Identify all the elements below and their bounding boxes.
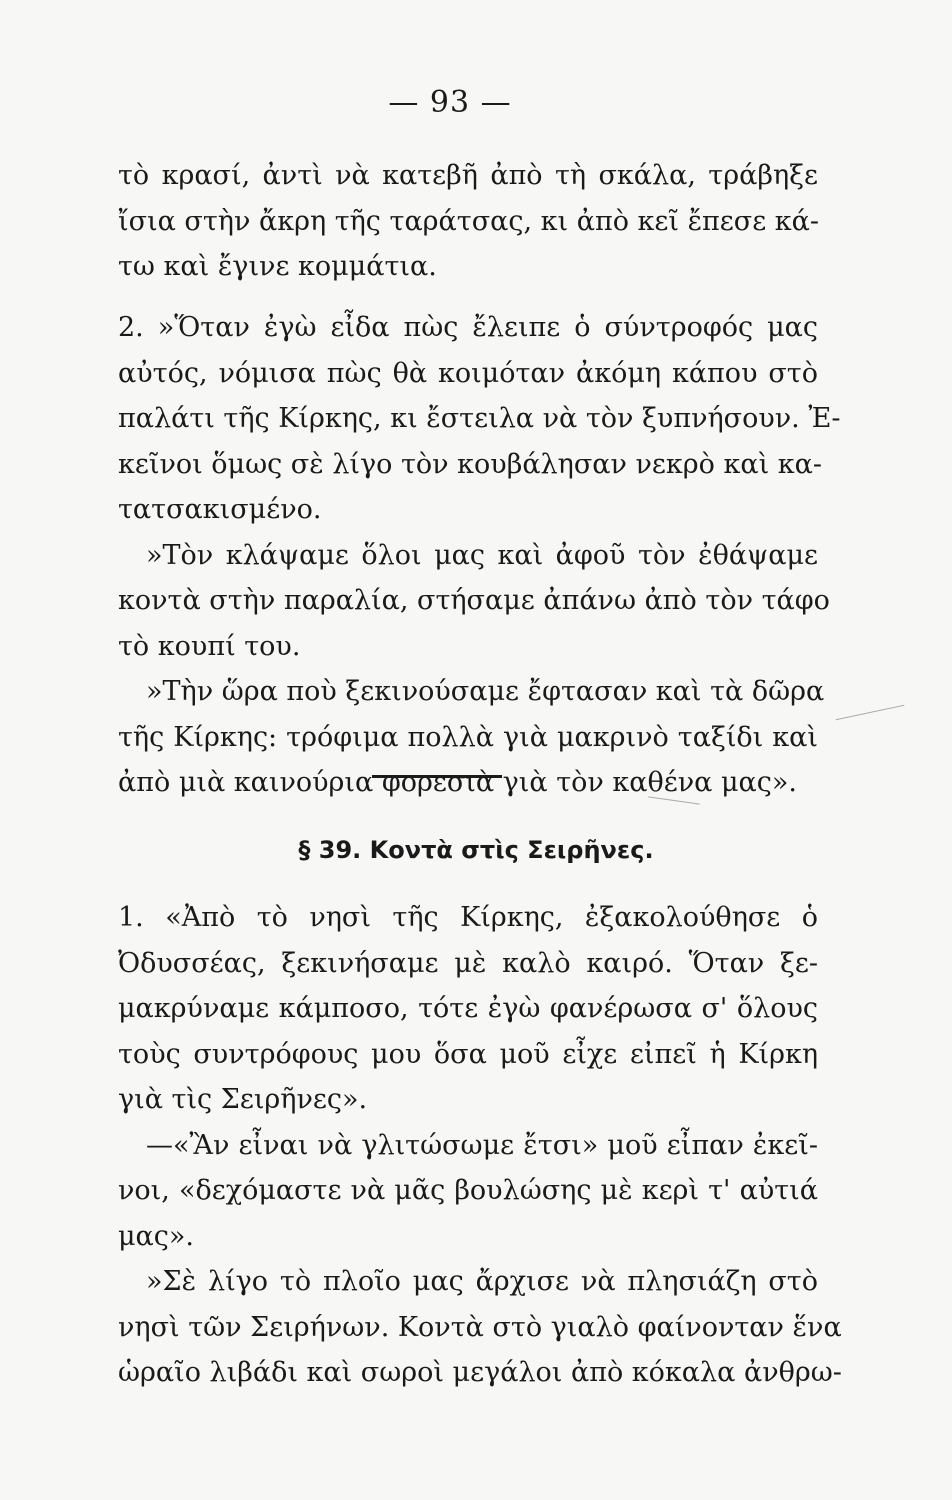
text-line: 2. »Ὅταν ἐγὼ εἶδα πὼς ἔλειπε ὁ σύντροφός μας (118, 312, 818, 343)
text-line: »Τὴν ὥρα ποὺ ξεκινούσαμε ἔφτασαν καὶ τὰ δῶρα (146, 676, 825, 707)
paragraph-sirens (118, 895, 842, 1396)
text-line: μακρύναμε κάμποσο, τότε ἐγὼ φανέρωσα σ' ὅλους (118, 993, 818, 1024)
text-line: μας». (118, 1220, 195, 1252)
text-line: —«Ἂν εἶναι νὰ γλιτώσωμε ἔτσι» μοῦ εἶπαν ἐκεῖ- (146, 1129, 818, 1161)
text-line: τω καὶ ἔγινε κομμάτια. (118, 251, 437, 282)
text-line: 1. «Ἀπὸ τὸ νησὶ τῆς Κίρκης, ἐξακολούθησε ὁ (118, 902, 818, 933)
text-line: »Τὸν κλάψαμε ὅλοι μας καὶ ἀφοῦ τὸν ἐθάψαμε (146, 539, 818, 571)
text-line: ὡραῖο λιβάδι καὶ σωροὶ μεγάλοι ἀπὸ κόκαλα ἀνθρω- (118, 1357, 842, 1388)
text-line: τῆς Κίρκης: τρόφιμα πολλὰ γιὰ μακρινὸ ταξίδι καὶ (118, 721, 818, 753)
text-line: Ὀδυσσέας, ξεκινήσαμε μὲ καλὸ καιρό. Ὅταν ξε- (118, 947, 818, 979)
text-line: τὸ κουπί του. (118, 630, 301, 662)
scan-mark (836, 705, 905, 721)
paragraph-funeral (118, 305, 841, 806)
text-line: τατσακισμένο. (118, 494, 322, 525)
page-number: — 93 — (388, 85, 512, 120)
text-line: γιὰ τὶς Σειρῆνες». (118, 1084, 368, 1115)
text-line: κοντὰ στὴν παραλία, στήσαμε ἀπάνω ἀπὸ τὸν τάφο (118, 585, 830, 616)
section-divider (372, 775, 502, 778)
text-line: τοὺς συντρόφους μου ὅσα μοῦ εἶχε εἰπεῖ ἡ Κίρκη (118, 1038, 818, 1070)
text-line: τὸ κρασί, ἀντὶ νὰ κατεβῆ ἀπὸ τὴ σκάλα, τράβηξε (118, 160, 818, 191)
text-line: »Σὲ λίγο τὸ πλοῖο μας ἄρχισε νὰ πλησιάζη στὸ (146, 1266, 818, 1297)
text-line: ἴσια στὴν ἄκρη τῆς ταράτσας, κι ἀπὸ κεῖ ἔπεσε κά- (118, 205, 820, 237)
text-line: παλάτι τῆς Κίρκης, κι ἔστειλα νὰ τὸν ξυπνήσουν. Ἐ- (118, 403, 841, 434)
text-line: νοι, «δεχόμαστε νὰ μᾶς βουλώσης μὲ κερὶ τ' αὐτιά (118, 1175, 818, 1206)
text-line: ἀπὸ μιὰ καινούρια φορεσιὰ γιὰ τὸν καθένα μας». (118, 767, 797, 798)
paragraph-continuation (118, 153, 818, 290)
text-line: αὐτός, νόμισα πὼς θὰ κοιμόταν ἀκόμη κάπου στὸ (118, 357, 818, 389)
text-line: κεῖνοι ὅμως σὲ λίγο τὸν κουβάλησαν νεκρὸ καὶ κα- (118, 448, 823, 480)
section-heading: § 39. Κοντὰ στὶς Σειρῆνες. (298, 836, 654, 864)
text-line: νησὶ τῶν Σειρήνων. Κοντὰ στὸ γιαλὸ φαίνονταν ἕνα (118, 1311, 842, 1343)
